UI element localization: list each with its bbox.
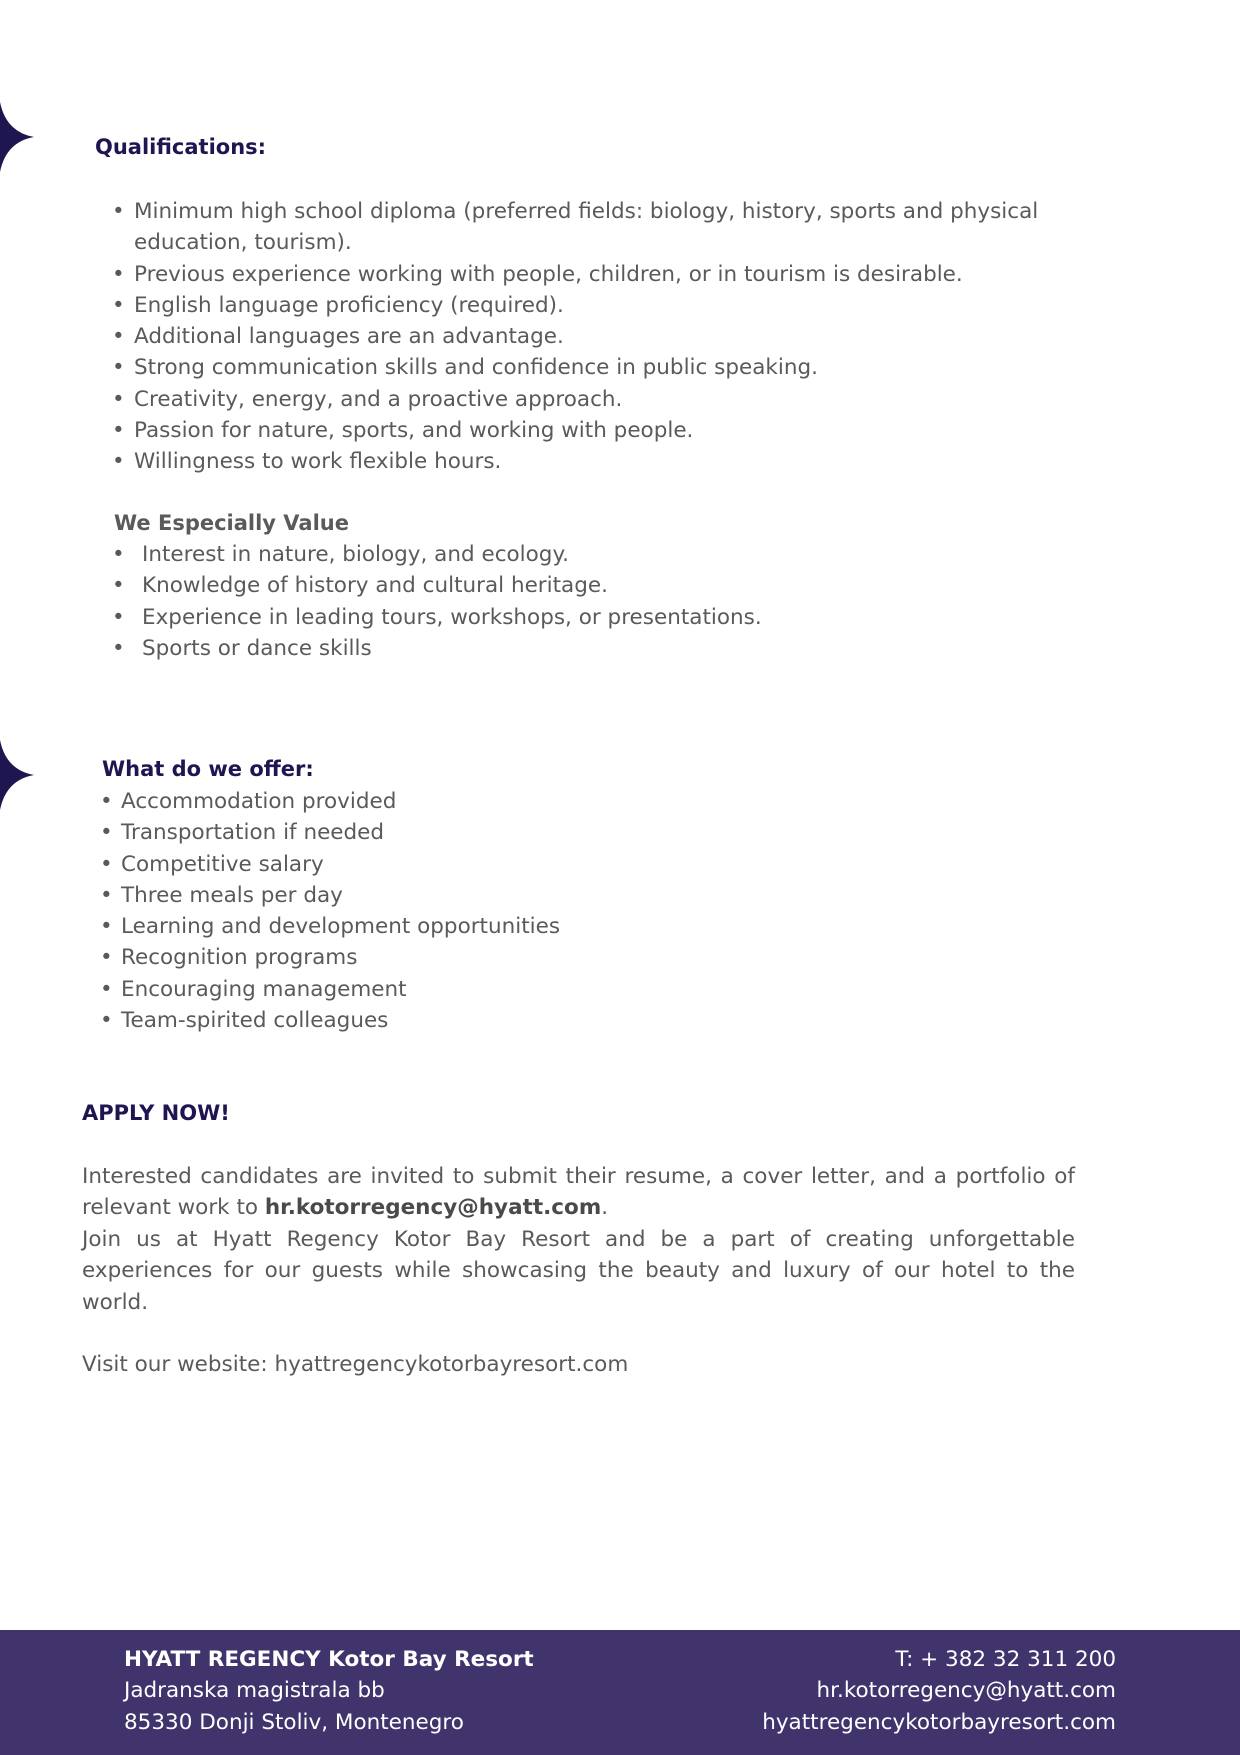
- apply-heading: APPLY NOW!: [82, 1101, 230, 1125]
- list-item: • Accommodation provided: [100, 786, 800, 817]
- qualifications-heading: Qualifications:: [95, 135, 267, 159]
- apply-join-text: Join us at Hyatt Regency Kotor Bay Resort and be a part of creating unforgettable experiences for our guests while showcasing the beauty and luxury of our hotel to the world.: [82, 1227, 1075, 1315]
- list-item: • Recognition programs: [100, 942, 800, 973]
- apply-email-link[interactable]: hr.kotorregency@hyatt.com: [264, 1195, 602, 1221]
- offer-list: [100, 786, 800, 1036]
- list-item: • Three meals per day: [100, 880, 800, 911]
- list-item: • Transportation if needed: [100, 817, 800, 848]
- list-item: • Encouraging management: [100, 974, 800, 1005]
- star-marker-icon: [0, 102, 34, 172]
- footer-address-line-1: Jadranska magistrala bb: [124, 1678, 385, 1704]
- list-item: • Willingness to work flexible hours.: [112, 446, 1102, 477]
- footer-website[interactable]: hyattregencykotorbayresort.com: [762, 1709, 1116, 1735]
- list-item: • Learning and development opportunities: [100, 911, 800, 942]
- star-marker-icon: [0, 740, 34, 810]
- footer-contact-block: [762, 1644, 1116, 1738]
- list-item: • Additional languages are an advantage.: [112, 321, 1102, 352]
- footer-address-line-2: 85330 Donji Stoliv, Montenegro: [124, 1709, 464, 1735]
- apply-intro-text: Interested candidates are invited to submit their resume, a cover letter, and a portfolio of relevant work to: [82, 1164, 1075, 1221]
- value-list: [112, 539, 1012, 664]
- apply-intro: [82, 1161, 1075, 1224]
- qualifications-list: [112, 196, 1102, 478]
- footer-hotel-name: HYATT REGENCY Kotor Bay Resort: [124, 1647, 534, 1672]
- list-item: • Interest in nature, biology, and ecology.: [112, 539, 1012, 570]
- list-item: • English language proficiency (required).: [112, 290, 1102, 321]
- footer-phone[interactable]: T: + 382 32 311 200: [895, 1647, 1116, 1672]
- list-item: • Strong communication skills and confidence in public speaking.: [112, 352, 1102, 383]
- list-item: • Minimum high school diploma (preferred fields: biology, history, sports and physical education, tourism).: [112, 196, 1102, 259]
- footer: [0, 1630, 1240, 1755]
- list-item: • Previous experience working with people, children, or in tourism is desirable.: [112, 259, 1102, 290]
- footer-address-block: [124, 1644, 534, 1738]
- offer-heading: What do we offer:: [102, 757, 314, 781]
- list-item: • Team-spirited colleagues: [100, 1005, 800, 1036]
- list-item: • Knowledge of history and cultural heritage.: [112, 570, 1012, 601]
- list-item: • Sports or dance skills: [112, 633, 1012, 664]
- list-item: • Passion for nature, sports, and working with people.: [112, 415, 1102, 446]
- footer-email[interactable]: hr.kotorregency@hyatt.com: [816, 1678, 1116, 1704]
- website-line[interactable]: Visit our website: hyattregencykotorbayresort.com: [82, 1352, 629, 1377]
- apply-intro-end: .: [601, 1195, 609, 1221]
- list-item: • Competitive salary: [100, 849, 800, 880]
- list-item: • Experience in leading tours, workshops, or presentations.: [112, 602, 1012, 633]
- list-item: • Creativity, energy, and a proactive approach.: [112, 384, 1102, 415]
- value-heading: We Especially Value: [114, 511, 349, 535]
